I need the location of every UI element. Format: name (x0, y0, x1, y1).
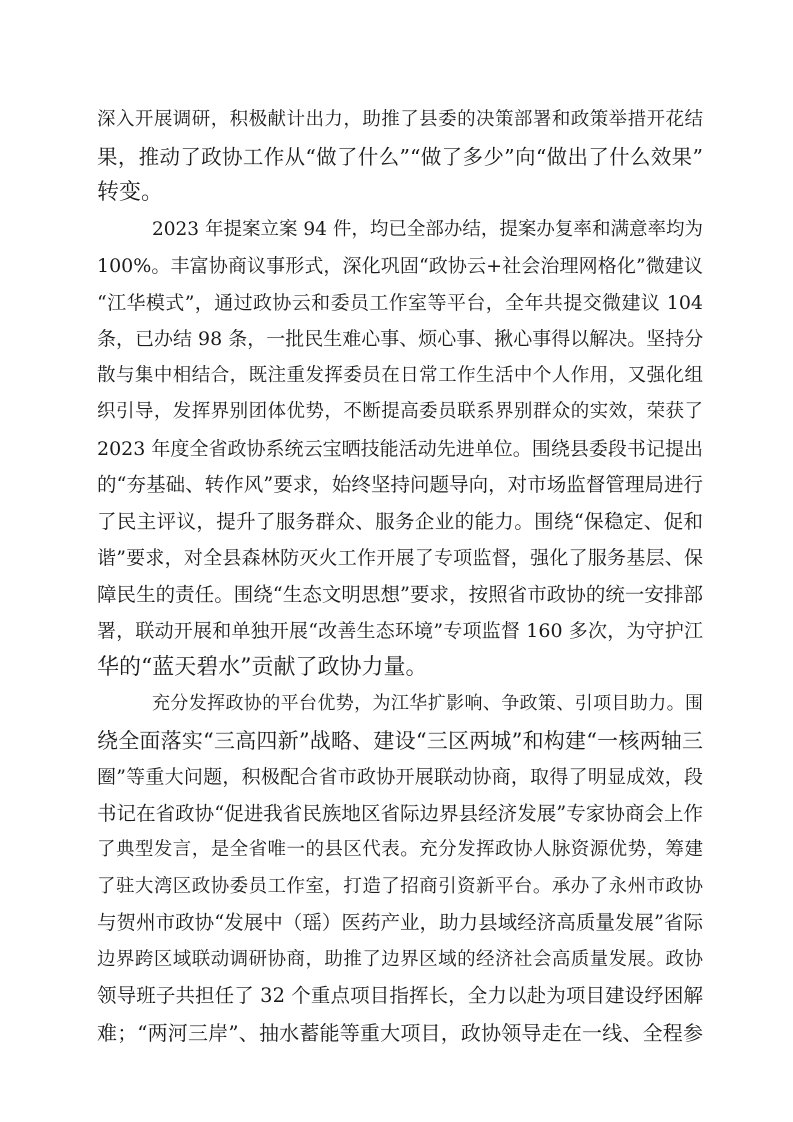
text-line: 谐”要求，对全县森林防灭火工作开展了专项监督，强化了服务基层、保 (97, 547, 703, 569)
text-line: 了驻大湾区政协委员工作室，打造了招商引资新平台。承办了永州市政协 (97, 875, 703, 897)
text-line: “江华模式”，通过政协云和委员工作室等平台，全年共提交微建议 104 (97, 291, 703, 314)
text-line: 果，推动了政协工作从“做了什么”“做了多少”向“做出了什么效果” (97, 144, 703, 169)
text-line: 署，联动开展和单独开展“改善生态环境”专项监督 160 多次，为守护江 (97, 620, 703, 642)
text-line: 100%。丰富协商议事形式，深化巩固“政协云+社会治理网格化”微建议 (97, 255, 703, 277)
text-line: 边界跨区域联动调研协商，助推了边界区域的经济社会高质量发展。政协 (97, 948, 703, 970)
text-line: 书记在省政协“促进我省民族地区省际边界县经济发展”专家协商会上作 (97, 801, 703, 825)
text-line: 圈”等重大问题，积极配合省市政协开展联动协商，取得了明显成效，段 (97, 766, 703, 788)
text-line: 了典型发言，是全省唯一的县区代表。充分发挥政协人脉资源优势，筹建 (97, 839, 703, 860)
text-line: 2023 年提案立案 94 件，均已全部办结，提案办复率和满意率均为 (152, 218, 703, 240)
text-line: 转变。 (97, 180, 164, 205)
text-line: 的“夯基础、转作风”要求，始终坚持问题导向，对市场监督管理局进行 (97, 473, 703, 496)
text-line: 华的“蓝天碧水”贡献了政协力量。 (97, 654, 428, 680)
text-line: 织引导，发挥界别团体优势，不断提高委员联系界别群众的实效，荣获了 (97, 401, 703, 422)
text-line: 绕全面落实“三高四新”战略、建设“三区两城”和构建“一核两轴三 (97, 728, 703, 753)
text-line: 与贺州市政协“发展中（瑶）医药产业，助力县域经济高质量发展”省际 (97, 911, 703, 934)
text-line: 了民主评议，提升了服务群众、服务企业的能力。围绕“保稳定、促和 (97, 509, 703, 533)
text-line: 深入开展调研，积极献计出力，助推了县委的决策部署和政策举措开花结 (97, 109, 703, 130)
text-line: 条，已办结 98 条，一批民生难心事、烦心事、揪心事得以解决。坚持分 (97, 328, 704, 350)
text-line: 领导班子共担任了 32 个重点项目指挥长，全力以赴为项目建设纾困解 (97, 984, 703, 1007)
text-line: 散与集中相结合，既注重发挥委员在日常工作生活中个人作用，又强化组 (97, 364, 703, 386)
text-line: 2023 年度全省政协系统云宝晒技能活动先进单位。围绕县委段书记提出 (97, 437, 703, 460)
text-line: 障民生的责任。围绕“生态文明思想”要求，按照省市政协的统一安排部 (97, 582, 703, 606)
text-line: 充分发挥政协的平台优势，为江华扩影响、争政策、引项目助力。围 (152, 693, 703, 714)
text-line: 难；“两河三岸”、抽水蓄能等重大项目，政协领导走在一线、全程参 (97, 1020, 703, 1045)
